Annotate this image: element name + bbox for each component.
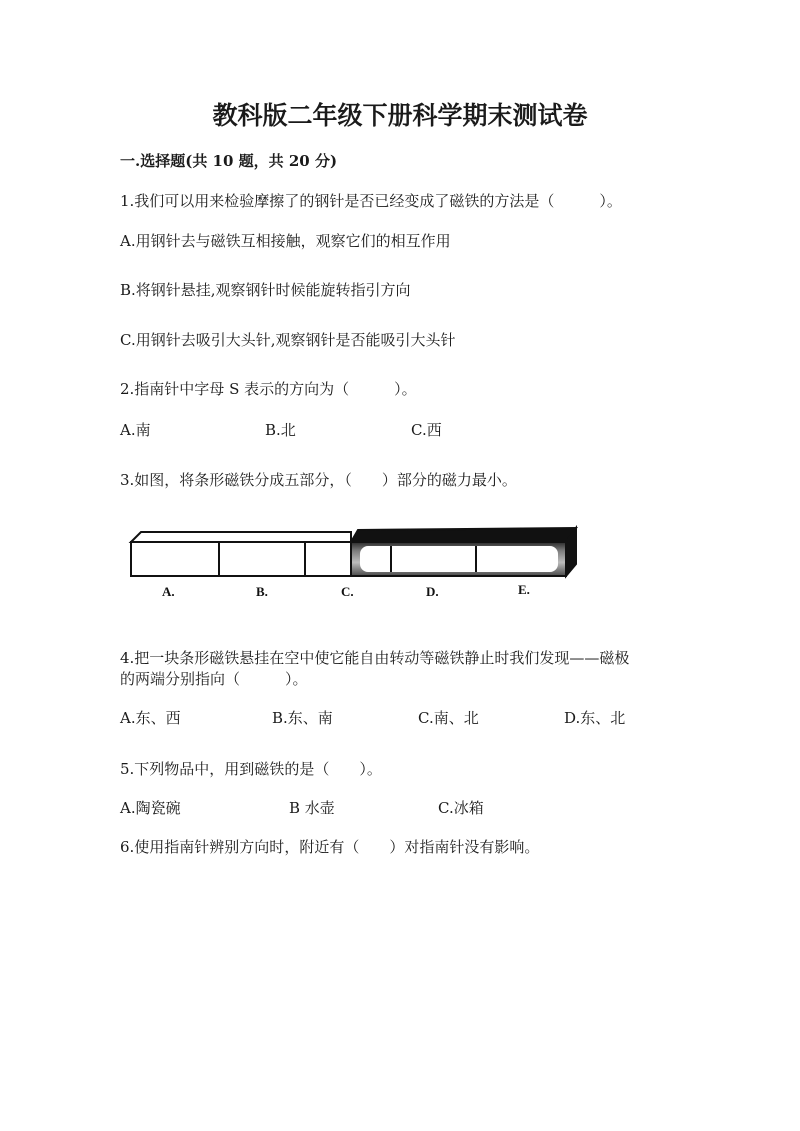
magnet-light-half — [131, 532, 351, 576]
question-1-option-a: A.用钢针去与磁铁互相接触，观察它们的相互作用 — [120, 232, 451, 250]
question-4-option-d: D.东、北 — [564, 709, 626, 727]
segment-label-a: A. — [162, 584, 175, 599]
segment-label-b: B. — [256, 584, 268, 599]
question-3-stem: 3.如图，将条形磁铁分成五部分，（ ）部分的磁力最小。 — [120, 471, 517, 489]
section-heading: 一.选择题(共 10 题，共 20 分) — [120, 152, 338, 170]
question-6-stem: 6.使用指南针辨别方向时，附近有（ ）对指南针没有影响。 — [120, 838, 540, 856]
question-1-option-b: B.将钢针悬挂,观察钢针时候能旋转指引方向 — [120, 281, 411, 299]
question-4-option-c: C.南、北 — [418, 709, 479, 727]
question-5-option-c: C.冰箱 — [438, 799, 484, 817]
question-5-option-b: B 水壶 — [289, 799, 335, 817]
segment-label-c: C. — [341, 584, 354, 599]
question-4-option-a: A.东、西 — [120, 709, 181, 727]
question-2-stem: 2.指南针中字母 S 表示的方向为（ ）。 — [120, 380, 417, 398]
question-4-option-b: B.东、南 — [272, 709, 333, 727]
question-2-option-b: B.北 — [265, 421, 296, 439]
page-title: 教科版二年级下册科学期末测试卷 — [212, 101, 588, 130]
question-2-option-c: C.西 — [411, 421, 442, 439]
question-4-stem-line2: 的两端分别指向（ ）。 — [120, 670, 308, 688]
question-5-stem: 5.下列物品中，用到磁铁的是（ ）。 — [120, 760, 382, 778]
segment-label-e: E. — [518, 582, 530, 597]
question-2-option-a: A.南 — [120, 421, 151, 439]
question-5-option-a: A.陶瓷碗 — [120, 799, 181, 817]
question-1-stem: 1.我们可以用来检验摩擦了的钢针是否已经变成了磁铁的方法是（ ）。 — [120, 192, 622, 210]
question-1-option-c: C.用钢针去吸引大头针,观察钢针是否能吸引大头针 — [120, 331, 456, 349]
segment-label-d: D. — [426, 584, 439, 599]
magnet-dark-half — [351, 528, 576, 576]
question-4-stem-line1: 4.把一块条形磁铁悬挂在空中使它能自由转动等磁铁静止时我们发现——磁极 — [120, 649, 630, 667]
bar-magnet-figure — [126, 524, 586, 606]
